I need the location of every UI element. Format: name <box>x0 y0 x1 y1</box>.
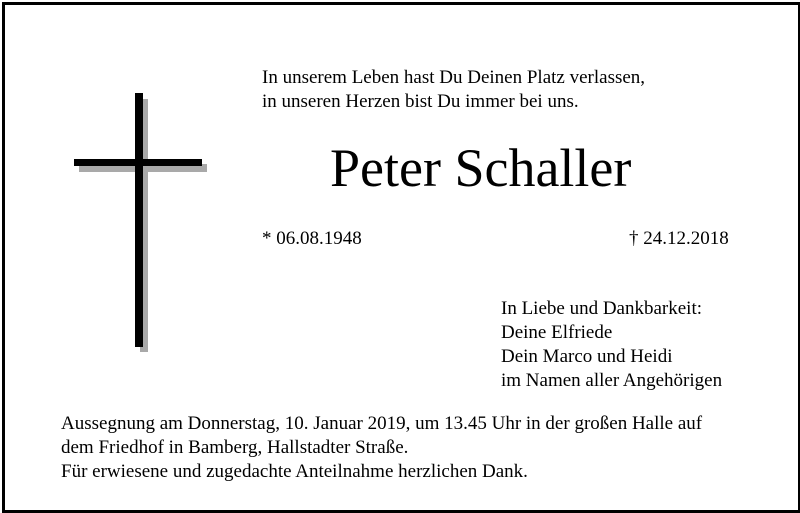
mourners-line: In Liebe und Dankbarkeit: <box>501 298 703 319</box>
deceased-name: Peter Schaller <box>330 138 632 198</box>
motto-line: In unserem Leben hast Du Deinen Platz verlassen, <box>262 67 646 88</box>
death-date: † 24.12.2018 <box>629 228 729 249</box>
mourners-line: im Namen aller Angehörigen <box>501 370 723 391</box>
cross-vertical-bar <box>135 93 143 347</box>
service-notice-line: dem Friedhof in Bamberg, Hallstadter Straße. <box>61 437 409 458</box>
mourners-block <box>501 297 722 393</box>
service-notice <box>61 412 702 484</box>
birth-date: * 06.08.1948 <box>262 228 362 249</box>
cross-horizontal-bar <box>74 159 202 166</box>
mourners-line: Dein Marco und Heidi <box>501 346 673 367</box>
motto-line: in unseren Herzen bist Du immer bei uns. <box>262 91 579 112</box>
service-notice-line: Aussegnung am Donnerstag, 10. Januar 2019, um 13.45 Uhr in der großen Halle auf <box>61 413 703 434</box>
mourners-line: Deine Elfriede <box>501 322 613 343</box>
motto <box>262 66 645 114</box>
thanks-line: Für erwiesene und zugedachte Anteilnahme herzlichen Dank. <box>61 461 528 482</box>
